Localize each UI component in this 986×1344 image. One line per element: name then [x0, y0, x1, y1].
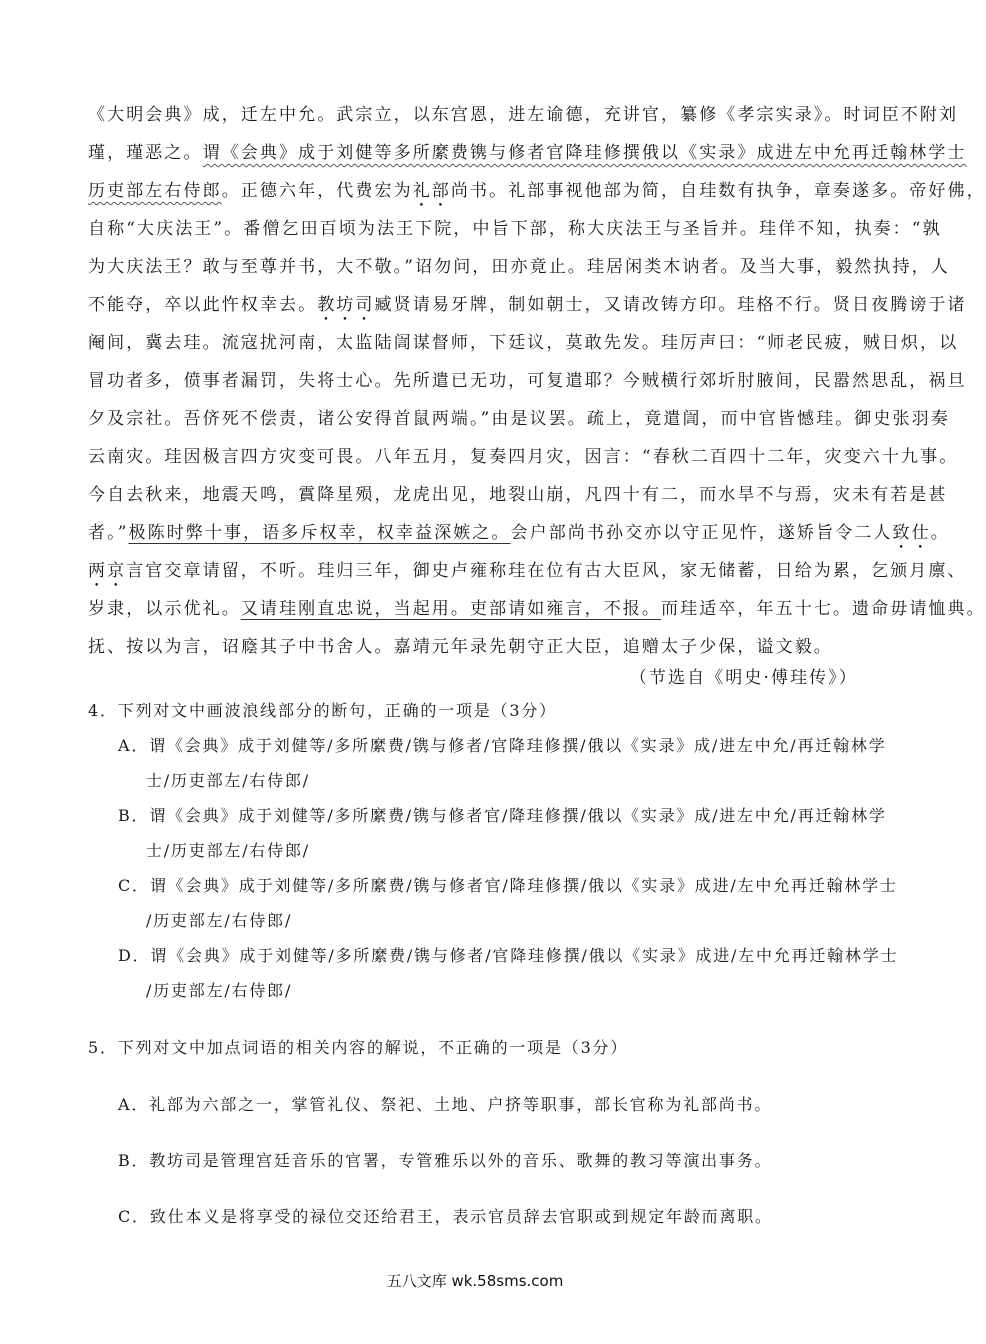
passage-line [88, 560, 967, 591]
text-span: 岁隶，以示优礼。 [88, 599, 241, 619]
passage-line [88, 142, 967, 164]
passage-line [88, 294, 967, 325]
passage-line: 今自去秋来，地震天鸣，霣降星殒，龙虎出见，地裂山崩，凡四十有二，而水旱不与焉，灾未有若是甚 [88, 485, 948, 505]
text-span: 。 [930, 523, 950, 543]
option-b: B．谓《会典》成于刘健等/多所縻费/镌与修者官/降珪修撰/俄以《实录》成/进左中允/再迁翰林学 [118, 806, 887, 825]
option-d: D．谓《会典》成于刘健等/多所縻费/镌与修者/官降珪修撰/俄以《实录》成进/左中允再迁翰林学士 [118, 946, 899, 965]
text-span: 臧贤请易牙牌，制如朝士，又请改铸方印。珪格不行。贤日夜腾谤于诸 [374, 295, 967, 315]
text-span: 瑾，瑾恶之。 [88, 143, 203, 163]
passage-line: 抚、按以为言，诏廕其子中书舍人。嘉靖元年录先朝守正大臣，追赠太子少保，谥文毅。 [88, 637, 833, 657]
page-footer: 五八文库 wk.58sms.com [386, 1272, 564, 1290]
passage-source: （节选自《明史·傅珪传》） [629, 668, 858, 688]
dotted-term: 教坊司 [317, 295, 375, 315]
passage-line: 阉间，冀去珪。流寇扰河南，太监陆訚谋督师，下廷议，莫敢先发。珪厉声曰：“师老民疲，贼日炽，以 [88, 333, 959, 353]
passage-line: 自称“大庆法王”。番僧乞田百顷为法王下院，中旨下部，称大庆法王与圣旨并。珪佯不知，执奏：“孰 [88, 219, 942, 239]
text-span: 。正德六年，代费宏为 [221, 181, 413, 201]
question-stem: 4．下列对文中画波浪线部分的断句，正确的一项是（3分） [88, 701, 557, 720]
wavy-underlined-text: 历吏部左右侍郎 [88, 181, 222, 201]
dotted-term: 两京 [88, 561, 127, 581]
option-c: C．谓《会典》成于刘健等/多所縻费/镌与修者官/降珪修撰/俄以《实录》成进/左中允再迁翰林学士 [118, 876, 898, 895]
passage-line: 云南灾。珪因极言四方灾变可畏。八年五月，复奏四月灾，因言：“春秋二百四十二年，灾变六十九事。 [88, 447, 959, 467]
text-span: 尚书。礼部事视他部为简，自珪数有执争，章奏遂多。帝好佛， [450, 181, 986, 201]
option-a: A．礼部为六部之一，掌管礼仪、祭祀、土地、户挤等职事，部长官称为礼部尚书。 [118, 1095, 773, 1114]
option-c: C．致仕本义是将享受的禄位交还给君王，表示官员辞去官职或到规定年龄而离职。 [118, 1207, 773, 1226]
text-span: 而珪适卒，年五十七。遗命毋请恤典。 [661, 599, 986, 619]
option-d-continued: /历吏部左/右侍郎/ [146, 981, 293, 1000]
dotted-term: 致仕 [892, 523, 931, 543]
passage-line: 为大庆法王？敢与至尊并书，大不敬。”诏勿问，田亦竟止。珪居闲类木讷者。及当大事，毅然执持，人 [88, 257, 950, 277]
passage-line: 夕及宗社。吾侪死不偿责，诸公安得首鼠两端。”由是议罢。疏上，竟遣訚，而中官皆憾珪。御史张羽奏 [88, 409, 950, 429]
passage-line [88, 522, 950, 553]
dotted-term: 礼部 [412, 181, 451, 201]
text-span: 会户部尚书孙交亦以守正见忤，遂矫旨令二人 [510, 523, 893, 543]
option-b-continued: 士/历吏部左/右侍郎/ [146, 841, 310, 860]
wavy-underlined-text: 谓《会典》成于刘健等多所縻费镌与修者官降珪修撰俄以《实录》成进左中允再迁翰林学士 [202, 143, 967, 163]
question-stem: 5．下列对文中加点词语的相关内容的解说，不正确的一项是（3分） [88, 1038, 629, 1057]
text-span: 不能夺，卒以此忤权幸去。 [88, 295, 318, 315]
passage-line [88, 180, 986, 211]
text-span: 言官交章请留，不听。珪归三年，御史卢雍称珪在位有古大臣风，家无储蓄，日给为累，乞颁月廪、 [126, 561, 967, 581]
passage-line [88, 598, 986, 620]
option-a: A．谓《会典》成于刘健等/多所縻费/镌与修者/官降珪修撰/俄以《实录》成/进左中允/再迁翰林学 [118, 736, 887, 755]
underlined-text: 极陈时弊十事，语多斥权幸，权幸益深嫉之。 [128, 523, 511, 543]
passage-line: 冒功者多，偾事者漏罚，失将士心。先所遣已无功，可复遣耶？今贼横行郊圻肘腋间，民嚣然思乱，祸旦 [88, 371, 967, 391]
underlined-text: 又请珪刚直忠说，当起用。吏部请如雍言，不报。 [240, 599, 662, 619]
option-c-continued: /历吏部左/右侍郎/ [146, 911, 293, 930]
text-span: 者。” [88, 523, 129, 543]
option-b: B．教坊司是管理宫廷音乐的官署，专管雅乐以外的音乐、歌舞的教习等演出事务。 [118, 1151, 773, 1170]
passage-line: 《大明会典》成，迁左中允。武宗立，以东宫恩，进左谕德，充讲官，纂修《孝宗实录》。时词臣不附刘 [88, 105, 959, 125]
option-a-continued: 士/历吏部左/右侍郎/ [146, 771, 310, 790]
